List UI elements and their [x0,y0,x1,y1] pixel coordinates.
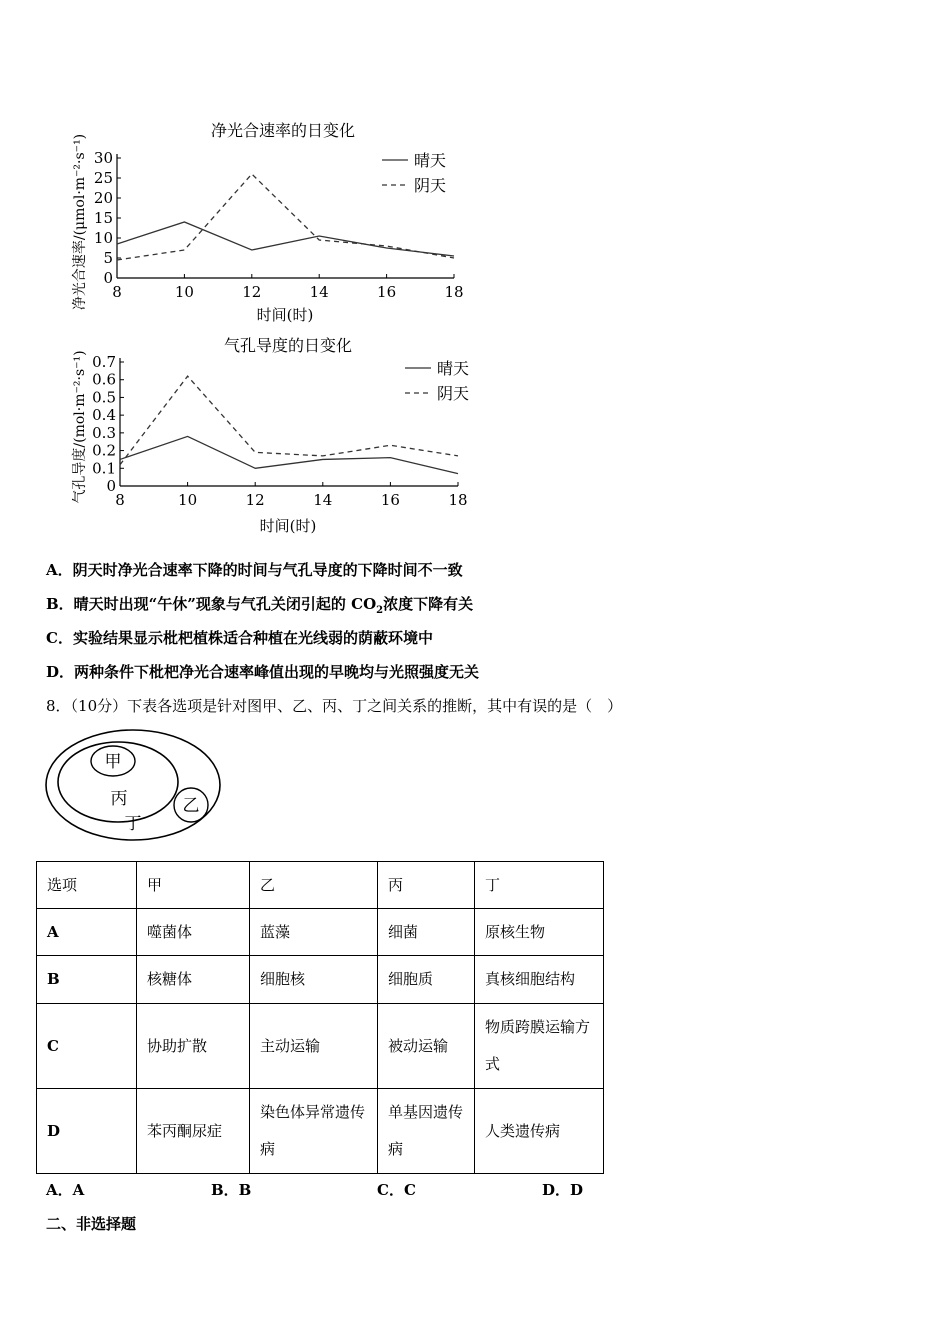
table-row [37,956,604,1004]
venn-diagram [40,727,230,847]
table-cell: 苯丙酮尿症 [137,1089,250,1174]
y-tick-label: 0.6 [92,370,116,389]
x-tick-label: 14 [309,283,329,301]
table-row [37,1004,604,1089]
y-tick-label: 0.1 [92,459,116,478]
net-photosynthesis-chart [60,110,480,335]
x-tick-label: 14 [313,491,333,509]
y-tick-label: 0.5 [92,388,116,407]
x-axis-label: 时间(时) [259,517,317,535]
table-cell: 物质跨膜运输方式 [475,1004,604,1089]
table-cell: 人类遗传病 [475,1089,604,1174]
option-c: C．实验结果显示枇杷植株适合种植在光线弱的荫蔽环境中 [46,629,433,647]
x-tick-label: 10 [174,283,194,301]
x-tick-label: 12 [245,491,265,509]
x-tick-label: 18 [444,283,464,301]
table-cell: D [37,1089,137,1174]
y-tick-label: 0 [106,477,116,495]
answer-c: C．C [377,1181,416,1199]
table-cell: 协助扩散 [137,1004,250,1089]
table-header-cell: 乙 [250,862,378,909]
y-axis-label: 气孔导度/(mol·m⁻²·s⁻¹) [72,350,88,504]
series-line-sunny [120,436,458,473]
option-b [46,593,473,616]
y-tick-label: 5 [103,249,113,267]
x-tick-label: 12 [242,283,262,301]
table-row [37,1089,604,1174]
y-tick-label: 15 [93,209,113,227]
table-cell: 真核细胞结构 [475,956,604,1004]
table-cell: 主动运输 [250,1004,378,1089]
table-cell: C [37,1004,137,1089]
y-tick-label: 20 [93,189,113,207]
ding-label: 丁 [124,814,142,834]
table-cell: 细胞质 [378,956,475,1004]
table-cell: 核糖体 [137,956,250,1004]
table-row [37,909,604,956]
yi-label: 乙 [182,796,200,816]
x-tick-label: 16 [380,491,400,509]
answer-b: B．B [211,1181,252,1199]
table-header-cell: 选项 [37,862,137,909]
table-cell: 单基因遗传病 [378,1089,475,1174]
x-tick-label: 16 [377,283,397,301]
option-b-text: B．晴天时出现“午休”现象与气孔关闭引起的 CO [46,595,377,613]
series-line-sunny [117,222,454,256]
table-header-cell: 甲 [137,862,250,909]
chart-title: 净光合速率的日变化 [210,121,356,140]
table-header-row [37,862,604,909]
legend-label: 阴天 [437,384,470,403]
question-8: 8．（10分）下表各选项是针对图甲、乙、丙、丁之间关系的推断，其中有误的是（ ） [46,697,623,715]
answer-d: D．D [542,1181,584,1199]
y-tick-label: 0 [103,269,113,287]
option-b-subscript: 2 [376,605,384,616]
table-header-cell: 丙 [378,862,475,909]
table-cell: 原核生物 [475,909,604,956]
y-tick-label: 10 [93,229,113,247]
legend-label: 晴天 [437,359,470,378]
y-tick-label: 0.7 [92,353,116,371]
section-2-heading: 二、非选择题 [46,1215,137,1233]
y-tick-label: 25 [93,169,113,187]
relation-table [36,861,604,1174]
x-tick-label: 10 [178,491,198,509]
table-cell: A [37,909,137,956]
table-cell: 被动运输 [378,1004,475,1089]
option-d: D．两种条件下枇杷净光合速率峰值出现的早晚均与光照强度无关 [46,663,480,681]
x-tick-label: 8 [115,491,125,509]
chart-title: 气孔导度的日变化 [223,336,353,355]
x-tick-label: 18 [448,491,468,509]
y-tick-label: 30 [93,149,113,167]
table-cell: 细胞核 [250,956,378,1004]
table-cell: 细菌 [378,909,475,956]
bing-label: 丙 [110,789,128,809]
legend-label: 阴天 [414,176,447,195]
series-line-overcast [117,174,454,260]
table-cell: B [37,956,137,1004]
jia-label: 甲 [104,752,122,772]
answer-a: A．A [46,1181,85,1199]
option-b-text-end: 浓度下降有关 [383,595,474,613]
y-tick-label: 0.4 [92,406,116,425]
y-tick-label: 0.3 [92,423,116,442]
legend-label: 晴天 [414,151,447,170]
y-axis-label: 净光合速率/(μmol·m⁻²·s⁻¹) [72,133,88,311]
stomatal-conductance-chart [60,325,480,540]
option-a: A．阴天时净光合速率下降的时间与气孔导度的下降时间不一致 [46,561,463,579]
table-header-cell: 丁 [475,862,604,909]
x-tick-label: 8 [112,283,122,301]
y-tick-label: 0.2 [92,441,116,460]
series-line-overcast [120,376,458,465]
x-axis-label: 时间(时) [256,306,314,324]
table-cell: 噬菌体 [137,909,250,956]
table-cell: 染色体异常遗传病 [250,1089,378,1174]
table-cell: 蓝藻 [250,909,378,956]
